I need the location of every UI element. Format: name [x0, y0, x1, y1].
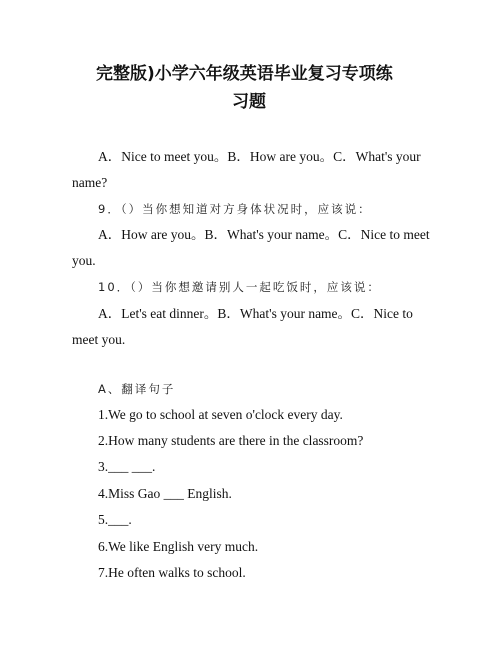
section-heading-translate: A、翻译句子: [98, 382, 176, 396]
question-10-options-line-1: A．Let's eat dinner。B．What's your name。C．Nice to: [98, 306, 413, 321]
question-9-prompt: 9．（）当你想知道对方身体状况时，应该说：: [98, 202, 372, 216]
question-9-options-line-2: you.: [72, 253, 96, 268]
question-8-options-line-2: name?: [72, 175, 108, 190]
document-title-line-1: 完整版)小学六年级英语毕业复习专项练: [96, 64, 393, 84]
sentence-item-1: 1.We go to school at seven o'clock every day.: [98, 407, 343, 422]
question-10-options-line-2: meet you.: [72, 332, 126, 347]
sentence-item-4: 4.Miss Gao ___ English.: [98, 486, 232, 501]
question-9-options-line-1: A．How are you。B．What's your name。C．Nice to meet: [98, 227, 430, 242]
sentence-item-5: 5.___.: [98, 512, 132, 527]
question-10-prompt: 10．（）当你想邀请别人一起吃饭时，应该说：: [98, 280, 381, 294]
sentence-item-7: 7.He often walks to school.: [98, 565, 246, 580]
sentence-item-6: 6.We like English very much.: [98, 539, 259, 554]
sentence-item-2: 2.How many students are there in the classroom?: [98, 433, 364, 448]
sentence-item-3: 3.___ ___.: [98, 459, 156, 474]
document-title-line-2: 习题: [232, 92, 266, 112]
question-8-options-line-1: A．Nice to meet you。B．How are you。C．What's your: [98, 149, 421, 164]
